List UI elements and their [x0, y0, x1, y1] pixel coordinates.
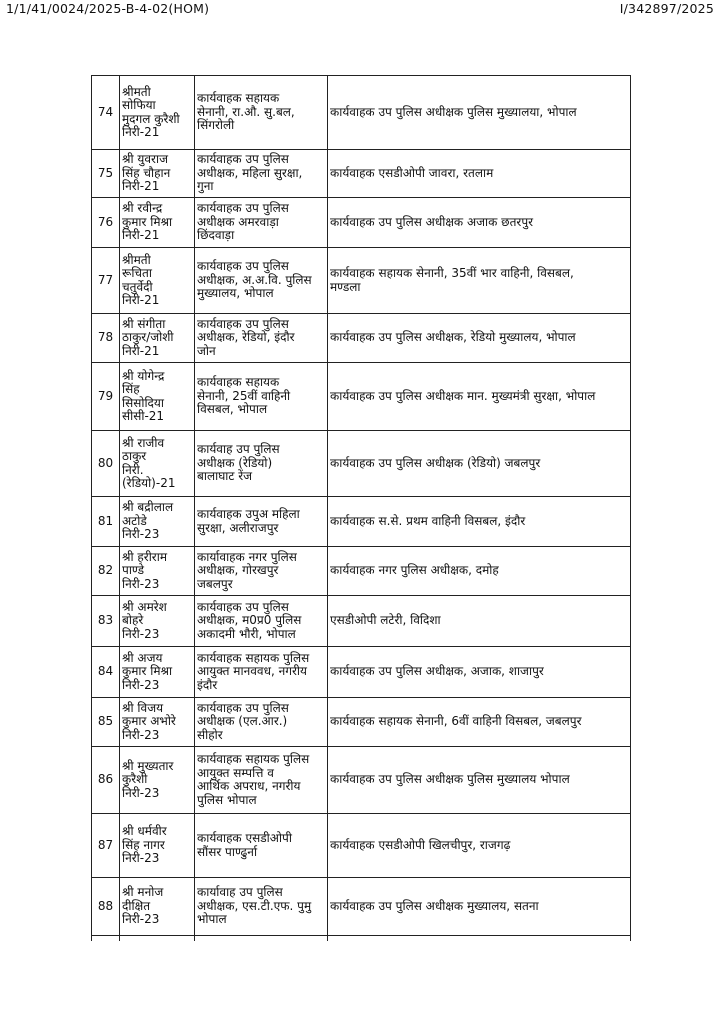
serial-number: 82 — [92, 547, 120, 596]
new-posting: कार्यवाहक सहायक सेनानी, 6वीं वाहिनी विसबल, जबलपुर — [328, 698, 631, 747]
table-row — [92, 547, 631, 596]
officer-name: श्री युवराज सिंह चौहान निरी-21 — [120, 150, 195, 198]
new-posting: कार्यवाहक उप पुलिस अधीक्षक मुख्यालय, सतना — [328, 878, 631, 936]
table-row — [92, 248, 631, 314]
officer-name: श्री संगीता ठाकुर/जोशी निरी-21 — [120, 314, 195, 363]
officer-name: श्री मनोज दीक्षित निरी-23 — [120, 878, 195, 936]
officer-name: श्री राजीव ठाकुर निरी. (रेडियो)-21 — [120, 431, 195, 497]
serial-number: 83 — [92, 596, 120, 647]
current-posting: कार्यावाह उप पुलिस अधीक्षक, एस.टी.एफ. पुमु भोपाल — [195, 878, 328, 936]
current-posting: कार्यवाहक उप पुलिस अधीक्षक (एल.आर.) सीहोर — [195, 698, 328, 747]
new-posting: कार्यवाहक उप पुलिस अधीक्षक अजाक छतरपुर — [328, 198, 631, 248]
new-posting: कार्यवाहक नगर पुलिस अधीक्षक, दमोह — [328, 547, 631, 596]
serial-number: 85 — [92, 698, 120, 747]
officer-name: श्री योगेन्द्र सिंह सिसोदिया सीसी-21 — [120, 363, 195, 431]
table-row — [92, 596, 631, 647]
transfer-list-table — [91, 75, 631, 936]
officer-name: श्री मुख्यतार कुरैशी निरी-23 — [120, 747, 195, 814]
current-posting: कार्यवाहक सहायक सेनानी, रा.औ. सु.बल, सिंगरोली — [195, 76, 328, 150]
current-posting: कार्यवाह उप पुलिस अधीक्षक (रेडियो) बालाघाट रेंज — [195, 431, 328, 497]
new-posting: एसडीओपी लटेरी, विदिशा — [328, 596, 631, 647]
officer-name: श्री धर्मवीर सिंह नागर निरी-23 — [120, 814, 195, 878]
transfer-list-body — [92, 76, 631, 936]
officer-name: श्री अजय कुमार मिश्रा निरी-23 — [120, 647, 195, 698]
table-row — [92, 698, 631, 747]
table-row — [92, 497, 631, 547]
current-posting: कार्यवाहक उप पुलिस अधीक्षक, अ.अ.वि. पुलिस मुख्यालय, भोपाल — [195, 248, 328, 314]
table-continuation-tick — [630, 935, 631, 941]
current-posting: कार्यवाहक उप पुलिस अधीक्षक, म0प्र0 पुलिस अकादमी भौरी, भोपाल — [195, 596, 328, 647]
table-row — [92, 647, 631, 698]
serial-number: 75 — [92, 150, 120, 198]
officer-name: श्री बद्रीलाल अटोडे निरी-23 — [120, 497, 195, 547]
officer-name: श्री अमरेश बोहरे निरी-23 — [120, 596, 195, 647]
new-posting: कार्यवाहक सहायक सेनानी, 35वीं भार वाहिनी, विसबल, मण्डला — [328, 248, 631, 314]
officer-name: श्री विजय कुमार अभोरे निरी-23 — [120, 698, 195, 747]
new-posting: कार्यवाहक उप पुलिस अधीक्षक (रेडियो) जबलपुर — [328, 431, 631, 497]
table-row — [92, 747, 631, 814]
officer-name: श्रीमती सोफिया मुदगल कुरैशी निरी-21 — [120, 76, 195, 150]
new-posting: कार्यवाहक उप पुलिस अधीक्षक पुलिस मुख्यालया, भोपाल — [328, 76, 631, 150]
current-posting: कार्यवाहक उप पुलिस अधीक्षक, महिला सुरक्षा, गुना — [195, 150, 328, 198]
table-continuation-tick — [119, 935, 120, 941]
table-row — [92, 814, 631, 878]
table-row — [92, 198, 631, 248]
table-row — [92, 878, 631, 936]
current-posting: कार्यवाहक सहायक पुलिस आयुक्त मानववध, नगरीय इंदौर — [195, 647, 328, 698]
serial-number: 84 — [92, 647, 120, 698]
officer-name: श्री रवीन्द्र कुमार मिश्रा निरी-21 — [120, 198, 195, 248]
serial-number: 78 — [92, 314, 120, 363]
document-reference-right: I/342897/2025 — [619, 1, 714, 16]
new-posting: कार्यवाहक एसडीओपी जावरा, रतलाम — [328, 150, 631, 198]
new-posting: कार्यवाहक उप पुलिस अधीक्षक, रेडियो मुख्यालय, भोपाल — [328, 314, 631, 363]
serial-number: 79 — [92, 363, 120, 431]
serial-number: 80 — [92, 431, 120, 497]
new-posting: कार्यवाहक एसडीओपी खिलचीपुर, राजगढ़ — [328, 814, 631, 878]
table-continuation-tick — [194, 935, 195, 941]
current-posting: कार्यवाहक उपुअ महिला सुरक्षा, अलीराजपुर — [195, 497, 328, 547]
serial-number: 81 — [92, 497, 120, 547]
table-row — [92, 363, 631, 431]
serial-number: 87 — [92, 814, 120, 878]
officer-name: श्रीमती रूचिता चतुर्वेदी निरी-21 — [120, 248, 195, 314]
table-row — [92, 76, 631, 150]
table-row — [92, 314, 631, 363]
table-continuation-tick — [327, 935, 328, 941]
serial-number: 77 — [92, 248, 120, 314]
document-reference-left: 1/1/41/0024/2025-B-4-02(HOM) — [6, 1, 210, 16]
current-posting: कार्यवाहक उप पुलिस अधीक्षक अमरवाड़ा छिंदवाड़ा — [195, 198, 328, 248]
new-posting: कार्यवाहक स.से. प्रथम वाहिनी विसबल, इंदौर — [328, 497, 631, 547]
table-row — [92, 431, 631, 497]
new-posting: कार्यवाहक उप पुलिस अधीक्षक मान. मुख्यमंत्री सुरक्षा, भोपाल — [328, 363, 631, 431]
table-continuation-tick — [91, 935, 92, 941]
current-posting: कार्यवाहक सहायक सेनानी, 25वीं वाहिनी विसबल, भोपाल — [195, 363, 328, 431]
current-posting: कार्यवाहक उप पुलिस अधीक्षक, रेडियो, इंदौर जोन — [195, 314, 328, 363]
current-posting: कार्यवाहक सहायक पुलिस आयुक्त सम्पत्ति व आर्थिक अपराध, नगरीय पुलिस भोपाल — [195, 747, 328, 814]
serial-number: 88 — [92, 878, 120, 936]
new-posting: कार्यवाहक उप पुलिस अधीक्षक, अजाक, शाजापुर — [328, 647, 631, 698]
officer-name: श्री हरीराम पाण्डे निरी-23 — [120, 547, 195, 596]
table-row — [92, 150, 631, 198]
serial-number: 76 — [92, 198, 120, 248]
serial-number: 86 — [92, 747, 120, 814]
current-posting: कार्यावाहक नगर पुलिस अधीक्षक, गोरखपुर जबलपुर — [195, 547, 328, 596]
current-posting: कार्यवाहक एसडीओपी सौंसर पाण्ढुर्ना — [195, 814, 328, 878]
new-posting: कार्यवाहक उप पुलिस अधीक्षक पुलिस मुख्यालय भोपाल — [328, 747, 631, 814]
serial-number: 74 — [92, 76, 120, 150]
